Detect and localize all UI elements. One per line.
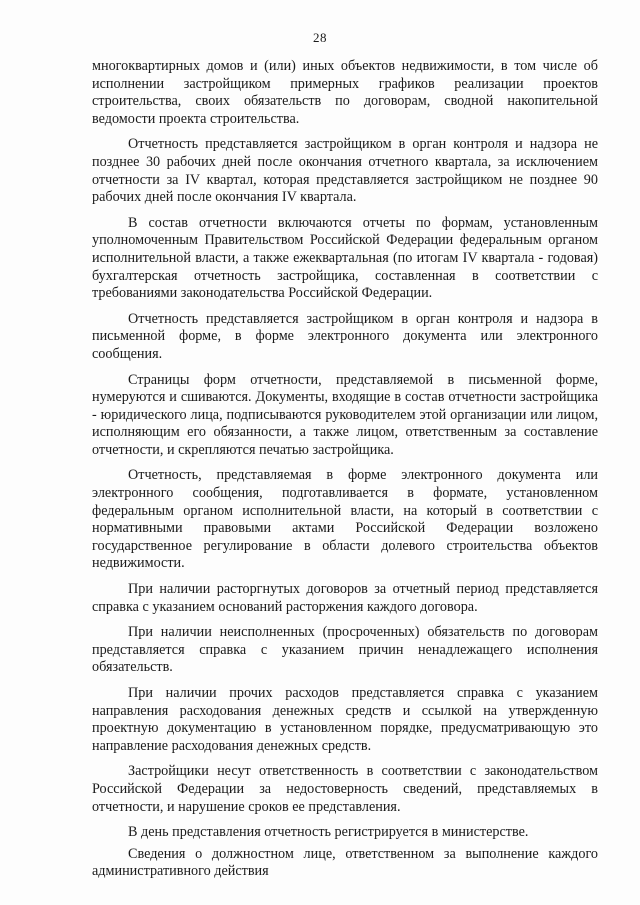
paragraph-responsibility: Застройщики несут ответственность в соответствии с законодательством Российской Федерации за недостоверность сведений, представляемых в отчетности, и нарушение сроков ее представления. <box>92 763 598 815</box>
paragraph-overdue-obligations: При наличии неисполненных (просроченных) обязательств по договорам представляется справка с указанием причин ненадлежащего исполнения обязательств. <box>92 624 598 676</box>
paragraph-reporting-composition: В состав отчетности включаются отчеты по формам, установленным уполномоченным Правительством Российской Федерации федеральным органом исполнительной власти, а также ежеквартальная (по итогам IV квартала - годовая) бухгалтерская отчетность застройщика, составленная в соответствии с требованиями законодательства Российской Федерации. <box>92 214 598 302</box>
paragraph-terminated-contracts: При наличии расторгнутых договоров за отчетный период представляется справка с указанием оснований расторжения каждого договора. <box>92 581 598 615</box>
paragraph-page-numbering: Страницы форм отчетности, представляемой в письменной форме, нумеруются и сшиваются. Документы, входящие в состав отчетности застройщика - юридического лица, подписываются руководителем этой организации или лицом, исполняющим его обязанности, а также лицом, ответственным за составление отчетности, и скрепляются печатью застройщика. <box>92 371 598 458</box>
paragraph-other-expenses: При наличии прочих расходов представляется справка с указанием направления расходования денежных средств и ссылкой на утвержденную проектную документацию в установленном порядке, предусматривающую это направление расходования денежных средств. <box>92 685 598 754</box>
page-number: 28 <box>313 30 327 45</box>
paragraph-reporting-deadline: Отчетность представляется застройщиком в орган контроля и надзора не позднее 30 рабочих дней после окончания отчетного квартала, за исключением отчетности за IV квартал, которая представляется застройщиком не позднее 90 рабочих дней после окончания IV квартала. <box>92 136 598 206</box>
document-body <box>92 58 598 889</box>
paragraph-responsible-official: Сведения о должностном лице, ответственном за выполнение каждого административного действия <box>92 845 598 880</box>
paragraph-registration: В день представления отчетность регистрируется в министерстве. <box>128 824 529 841</box>
paragraph-reporting-form: Отчетность представляется застройщиком в орган контроля и надзора в письменной форме, в форме электронного документа или электронного сообщения. <box>92 310 598 362</box>
paragraph-electronic-format: Отчетность, представляемая в форме электронного документа или электронного сообщения, подготавливается в формате, установленном федеральным органом исполнительной власти, на который в соответствии с нормативными правовыми актами Российской Федерации возложено государственное регулирование в области долевого строительства объектов недвижимости. <box>92 467 598 572</box>
paragraph-continuation: многоквартирных домов и (или) иных объектов недвижимости, в том числе об исполнении застройщиком примерных графиков реализации проектов строительства, своих обязательств по договорам, сводной накопительной ведомости проекта строительства. <box>92 58 598 127</box>
